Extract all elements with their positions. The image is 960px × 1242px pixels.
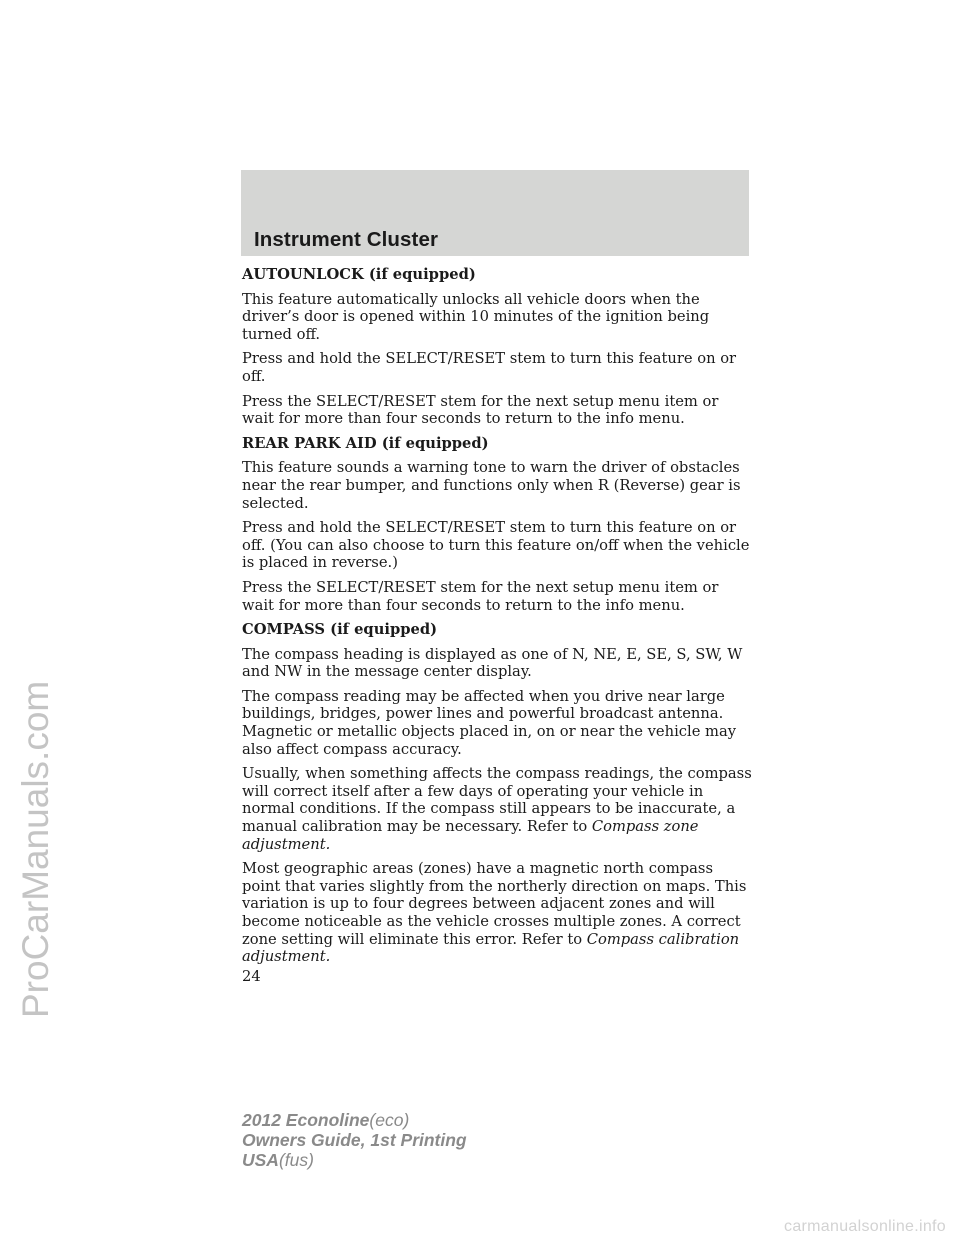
paragraph-text: Most geographic areas (zones) have a magnetic north compass point that varies slightly from the northerly direction on maps. This variation is up to four degrees between adjacent zones and will become noticeable as the vehicle crosses multiple zones. A correct zone setting will eliminate this error. Refer to [242,860,747,948]
page-number: 24 [242,968,261,985]
footer-line-3 [242,1150,467,1170]
footer-line-1 [242,1110,467,1130]
cross-reference: Compass zone adjustment. [242,818,699,853]
watermark [8,500,62,1020]
document-footer [242,1110,467,1170]
footer-line-2 [242,1130,467,1150]
paragraph-with-ref [242,765,754,853]
paragraph-text: Usually, when something affects the compass readings, the compass will correct itself after a few days of operating your vehicle in normal conditions. If the compass still appears to be inaccurate, a manual calibration may be necessary. Refer to [242,765,752,836]
watermark-text: ProCarManuals.com [15,680,56,1018]
footer-printing: Owners Guide, 1st Printing [242,1130,467,1150]
paragraph: Press and hold the SELECT/RESET stem to turn this feature on or off. (You can also choose to turn this feature on/off when the vehicle is placed in reverse.) [242,519,750,572]
paragraph: The compass heading is displayed as one of N, NE, E, SE, S, SW, W and NW in the message center display. [242,645,743,681]
paragraph: This feature automatically unlocks all vehicle doors when the driver’s door is opened within 10 minutes of the ignition being turned off. [242,290,710,343]
site-watermark: carmanualsonline.info [784,1218,946,1235]
paragraph: Press the SELECT/RESET stem for the next setup menu item or wait for more than four seconds to return to the info menu. [242,392,719,428]
footer-model-code: (eco) [369,1110,410,1130]
section-title: Instrument Cluster [254,228,439,251]
paragraph: The compass reading may be affected when you drive near large buildings, bridges, power lines and powerful broadcast antenna. Magnetic or metallic objects placed in, on or near the vehicle may also affect compass accuracy. [242,687,737,758]
heading-rear-park-aid: REAR PARK AID (if equipped) [242,434,489,452]
paragraph: Press and hold the SELECT/RESET stem to turn this feature on or off. [242,350,737,385]
paragraph-with-ref [242,860,754,966]
footer-market-code: (fus) [278,1150,314,1170]
heading-compass: COMPASS (if equipped) [242,621,438,639]
paragraph: This feature sounds a warning tone to warn the driver of obstacles near the rear bumper, and functions only when R (Reverse) gear is selected. [242,459,741,512]
footer-market: USA [242,1150,279,1170]
heading-autounlock: AUTOUNLOCK (if equipped) [242,266,476,283]
paragraph: Press the SELECT/RESET stem for the next setup menu item or wait for more than four seconds to return to the info menu. [242,578,719,614]
cross-reference: Compass calibration adjustment. [242,930,740,966]
page-content [242,266,754,973]
footer-model: 2012 Econoline [242,1110,370,1130]
